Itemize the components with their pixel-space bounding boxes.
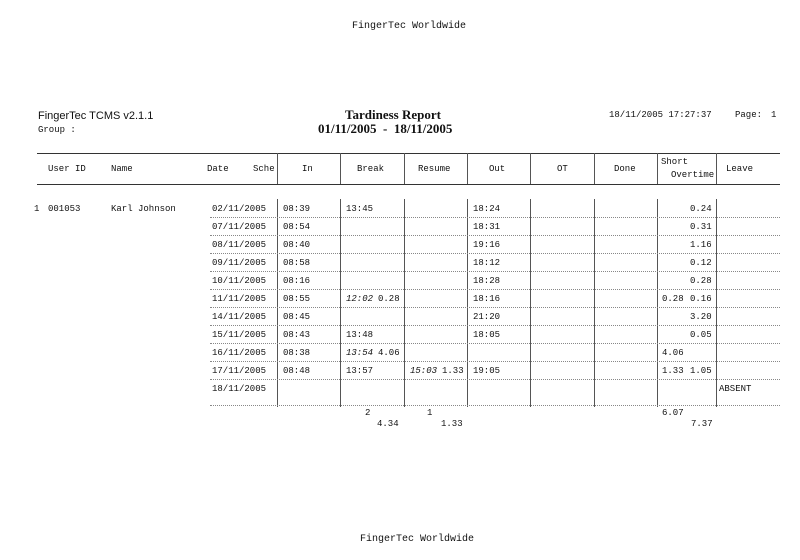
header-bottom-rule: [37, 184, 780, 185]
row-out: 19:16: [473, 240, 501, 250]
row-overtime: 1.05: [690, 366, 712, 376]
header-separator: [277, 153, 278, 184]
header-separator: [716, 153, 717, 184]
total-break: 4.34: [377, 419, 399, 429]
row-out: 18:24: [473, 204, 501, 214]
row-in: 08:39: [283, 204, 311, 214]
col-user-id: User ID: [48, 164, 86, 174]
col-done: Done: [614, 164, 636, 174]
row-separator: [210, 235, 780, 236]
col-resume: Resume: [418, 164, 451, 174]
row-in: 08:48: [283, 366, 311, 376]
row-in: 08:55: [283, 294, 311, 304]
row-date: 11/11/2005: [212, 294, 267, 304]
row-resume-extra: 1.33: [442, 366, 464, 376]
row-separator: [210, 379, 780, 380]
col-in: In: [302, 164, 313, 174]
row-out: 18:31: [473, 222, 501, 232]
grid-line: [340, 199, 341, 407]
row-overtime: 0.05: [690, 330, 712, 340]
row-out: 18:28: [473, 276, 501, 286]
row-separator: [210, 289, 780, 290]
total-short: 6.07: [662, 408, 684, 418]
row-date: 08/11/2005: [212, 240, 267, 250]
grid-line: [657, 199, 658, 407]
page-header: FingerTec Worldwide: [352, 21, 467, 32]
employee-name: Karl Johnson: [111, 204, 176, 214]
row-in: 08:58: [283, 258, 311, 268]
row-short: 0.28: [662, 294, 684, 304]
row-overtime: 0.12: [690, 258, 712, 268]
row-date: 17/11/2005: [212, 366, 267, 376]
col-overtime: Overtime: [671, 170, 715, 180]
printed-at: 18/11/2005 17:27:37: [609, 110, 712, 120]
row-in: 08:16: [283, 276, 311, 286]
row-break: 13:48: [346, 330, 374, 340]
row-separator: [210, 217, 780, 218]
header-separator: [594, 153, 595, 184]
row-in: 08:40: [283, 240, 311, 250]
grid-line: [530, 199, 531, 407]
row-separator: [210, 361, 780, 362]
report-title: Tardiness Report: [345, 107, 441, 122]
row-short: 4.06: [662, 348, 684, 358]
total-overtime: 7.37: [691, 419, 713, 429]
row-separator: [210, 343, 780, 344]
row-out: 21:20: [473, 312, 501, 322]
row-overtime: 0.31: [690, 222, 712, 232]
col-short: Short: [661, 157, 689, 167]
row-date: 18/11/2005: [212, 384, 267, 394]
row-date: 14/11/2005: [212, 312, 267, 322]
total-resume: 1.33: [441, 419, 463, 429]
row-overtime: 1.16: [690, 240, 712, 250]
row-break-extra: 4.06: [378, 348, 400, 358]
row-break: 13:57: [346, 366, 374, 376]
header-separator: [530, 153, 531, 184]
row-break-extra: 0.28: [378, 294, 400, 304]
total-resume-count: 1: [427, 408, 433, 418]
group-label: Group :: [38, 125, 76, 135]
row-resume: 15:03: [410, 366, 438, 376]
grid-line: [716, 199, 717, 407]
col-out: Out: [489, 164, 506, 174]
col-date: Date: [207, 164, 229, 174]
grid-line: [277, 199, 278, 407]
col-leave: Leave: [726, 164, 754, 174]
row-date: 15/11/2005: [212, 330, 267, 340]
col-ot: OT: [557, 164, 568, 174]
employee-index: 1: [34, 204, 40, 214]
row-overtime: 3.20: [690, 312, 712, 322]
row-overtime: 0.16: [690, 294, 712, 304]
employee-user-id: 001053: [48, 204, 81, 214]
col-break: Break: [357, 164, 385, 174]
col-name: Name: [111, 164, 133, 174]
row-break: 13:54: [346, 348, 374, 358]
grid-line: [594, 199, 595, 407]
total-break-count: 2: [365, 408, 371, 418]
header-separator: [404, 153, 405, 184]
header-separator: [467, 153, 468, 184]
page-number: 1: [771, 110, 777, 120]
row-date: 02/11/2005: [212, 204, 267, 214]
col-sche: Sche: [253, 164, 275, 174]
row-in: 08:45: [283, 312, 311, 322]
row-out: 19:05: [473, 366, 501, 376]
row-overtime: 0.24: [690, 204, 712, 214]
header-separator: [340, 153, 341, 184]
grid-line: [467, 199, 468, 407]
row-out: 18:16: [473, 294, 501, 304]
row-separator: [210, 405, 780, 406]
row-out: 18:05: [473, 330, 501, 340]
grid-line: [404, 199, 405, 407]
row-in: 08:38: [283, 348, 311, 358]
row-separator: [210, 307, 780, 308]
row-date: 10/11/2005: [212, 276, 267, 286]
row-date: 09/11/2005: [212, 258, 267, 268]
row-separator: [210, 253, 780, 254]
row-short: 1.33: [662, 366, 684, 376]
row-leave: ABSENT: [719, 384, 752, 394]
row-out: 18:12: [473, 258, 501, 268]
row-break: 13:45: [346, 204, 374, 214]
row-date: 07/11/2005: [212, 222, 267, 232]
date-range: 01/11/2005 - 18/11/2005: [318, 121, 453, 136]
page-footer: FingerTec Worldwide: [360, 534, 475, 545]
app-version: FingerTec TCMS v2.1.1: [38, 110, 154, 122]
row-in: 08:43: [283, 330, 311, 340]
row-in: 08:54: [283, 222, 311, 232]
row-separator: [210, 325, 780, 326]
row-overtime: 0.28: [690, 276, 712, 286]
header-top-rule: [37, 153, 780, 154]
row-break: 12:02: [346, 294, 374, 304]
row-separator: [210, 271, 780, 272]
header-separator: [657, 153, 658, 184]
page-label: Page:: [735, 110, 763, 120]
row-date: 16/11/2005: [212, 348, 267, 358]
